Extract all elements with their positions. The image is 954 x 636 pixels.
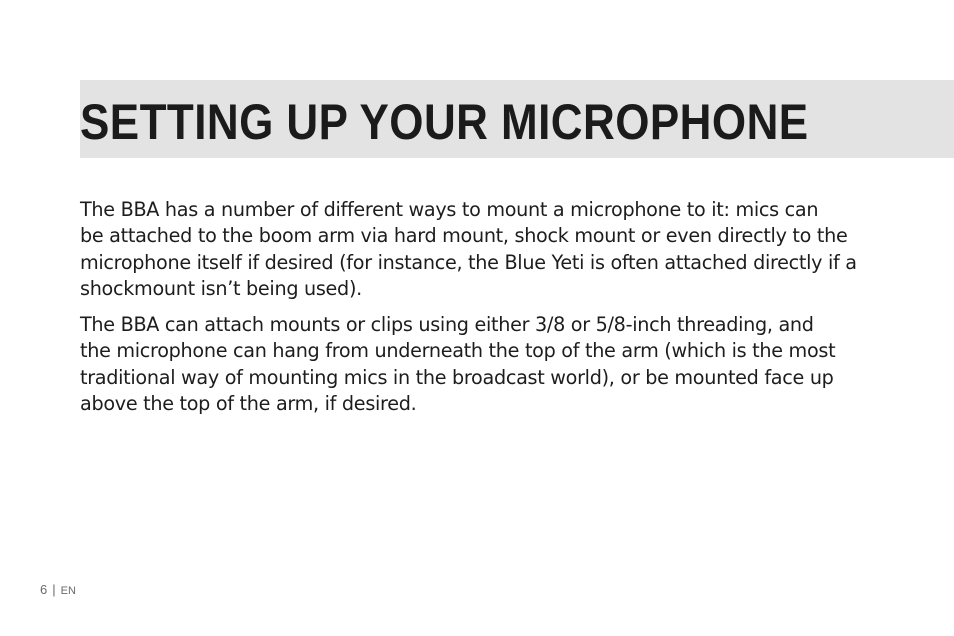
paragraph-line: above the top of the arm, if desired. bbox=[80, 392, 417, 416]
paragraph-line: The BBA has a number of different ways to mount a microphone to it: mics can bbox=[80, 198, 819, 221]
page-number: 6 bbox=[40, 582, 48, 597]
paragraph-line: the microphone can hang from underneath the top of the arm (which is the most bbox=[80, 339, 836, 363]
body-text bbox=[80, 197, 900, 427]
language-label: EN bbox=[60, 585, 76, 597]
paragraph-1 bbox=[80, 197, 900, 302]
paragraph-line: be attached to the boom arm via hard mount, shock mount or even directly to the bbox=[80, 224, 848, 248]
paragraph-line: microphone itself if desired (for instance, the Blue Yeti is often attached directly if a bbox=[80, 250, 857, 274]
footer-separator: | bbox=[52, 582, 56, 597]
page-title: SETTING UP YOUR MICROPHONE bbox=[80, 94, 809, 150]
page-footer bbox=[40, 580, 76, 601]
paragraph-line: The BBA can attach mounts or clips using either 3/8 or 5/8-inch threading, and bbox=[80, 313, 814, 337]
paragraph-2 bbox=[80, 312, 900, 417]
paragraph-line: traditional way of mounting mics in the broadcast world), or be mounted face up bbox=[80, 365, 834, 389]
paragraph-line: shockmount isn’t being used). bbox=[80, 276, 362, 300]
